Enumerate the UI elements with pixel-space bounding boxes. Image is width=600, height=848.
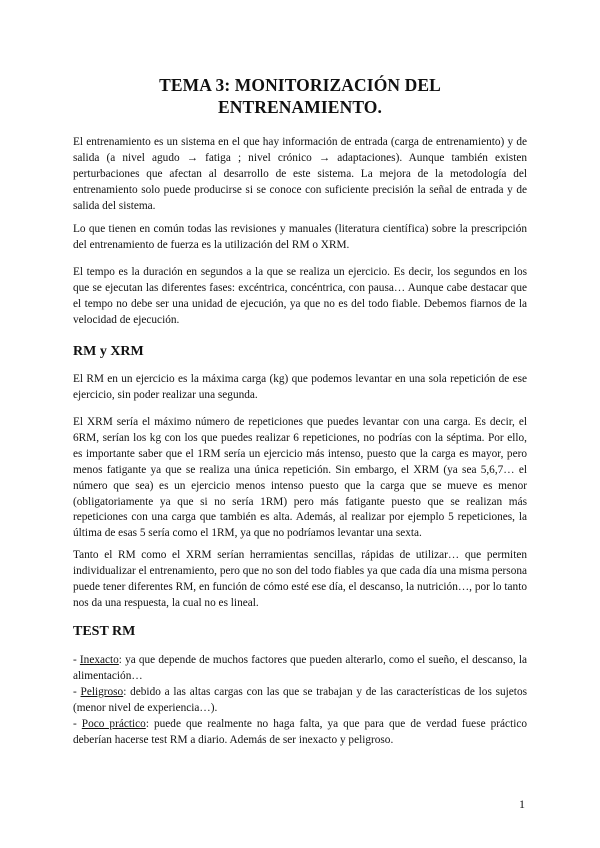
- list-item: - Peligroso: debido a las altas cargas con las que se trabajan y de las características de los sujetos (menor nivel de experiencia…).: [73, 686, 527, 714]
- title-line-2: ENTRENAMIENTO.: [218, 97, 382, 117]
- paragraph-rm: El RM en un ejercicio es la máxima carga (kg) que podemos levantar en una sola repetición de ese ejercicio, sin poder realizar una segunda.: [73, 373, 527, 401]
- paragraph-tools: Tanto el RM como el XRM serían herramientas sencillas, rápidas de utilizar… que permiten individualizar el entrenamiento, pero que no son del todo fiables ya que cada día una misma persona puede tener diferentes RM, en función de cómo esté ese día, el descanso, la nutrición…, por lo tanto nos da una respuesta, la cual no es lineal.: [73, 549, 527, 609]
- page-number: 1: [519, 797, 525, 811]
- title-line-1: TEMA 3: MONITORIZACIÓN DEL: [159, 75, 441, 95]
- paragraph-intro: El entrenamiento es un sistema en el que hay información de entrada (carga de entrenamiento) y de salida (a nivel agudo → fatiga ; nivel crónico → adaptaciones). Aunque también existen perturbaciones que afectan al desarrollo de este sistema. La mejora de la metodología del entrenamiento solo puede producirse si se conoce con suficiente precisión la señal de entrada y de salida del sistema.: [73, 136, 527, 212]
- section-heading-test-rm: TEST RM: [73, 624, 136, 639]
- bullet-term: Poco práctico: [81, 718, 146, 730]
- list-item: - Inexacto: ya que depende de muchos factores que pueden alterarlo, como el sueño, el descanso, la alimentación…: [73, 654, 527, 682]
- bullet-term: Peligroso: [80, 686, 124, 698]
- paragraph-xrm: El XRM sería el máximo número de repeticiones que puedes levantar con una carga. Es decir, el 6RM, serían los kg con los que puedes realizar 6 repeticiones, no podrías con la séptima. Por ello, es importante saber que el 1RM sería un ejercicio más intenso, puesto que la carga es mayor, pero menos fatigante ya que se realiza una única repetición. Sin embargo, el XRM (ya sea 5,6,7… el número que sea) es un ejercicio menos intenso puesto que la carga que se mueve es menor (obligatoriamente ya que si no sería 1RM) pero más fatigante puesto que se realizan más repeticiones con una carga que también es alta. Además, al realizar por ejemplo 5 repeticiones, la última de esas 5 sería como el 1RM, ya que no podríamos levantar una sexta.: [73, 416, 527, 540]
- bullet-text: : ya que depende de muchos factores que pueden alterarlo, como el sueño, el descanso, la alimentación…: [73, 654, 527, 682]
- list-item: - Poco práctico: puede que realmente no haga falta, ya que para que de verdad fuese práctico deberían hacerse test RM a diario. Además de ser inexacto y peligroso.: [73, 718, 528, 746]
- bullet-text: : puede que realmente no haga falta, ya que para que de verdad fuese práctico deberían hacerse test RM a diario. Además de ser inexacto y peligroso.: [73, 718, 528, 746]
- bullet-text: : debido a las altas cargas con las que se trabajan y de las características de los sujetos (menor nivel de experiencia…).: [73, 686, 527, 714]
- bullet-term: Inexacto: [79, 654, 119, 666]
- page-title: [72, 74, 528, 118]
- paragraph-tempo: El tempo es la duración en segundos a la que se realiza un ejercicio. Es decir, los segundos en los que se ejecutan las diferentes fases: excéntrica, concéntrica, con pausa… Aunque cabe destacar que el tempo no debe ser una unidad de ejecución, ya que no es del todo fiable. Debemos fiarnos de la velocidad de ejecución.: [73, 266, 527, 326]
- section-heading-rm-xrm: RM y XRM: [73, 344, 144, 359]
- paragraph-literature: Lo que tienen en común todas las revisiones y manuales (literatura científica) sobre la prescripción del entrenamiento de fuerza es la utilización del RM o XRM.: [73, 223, 527, 251]
